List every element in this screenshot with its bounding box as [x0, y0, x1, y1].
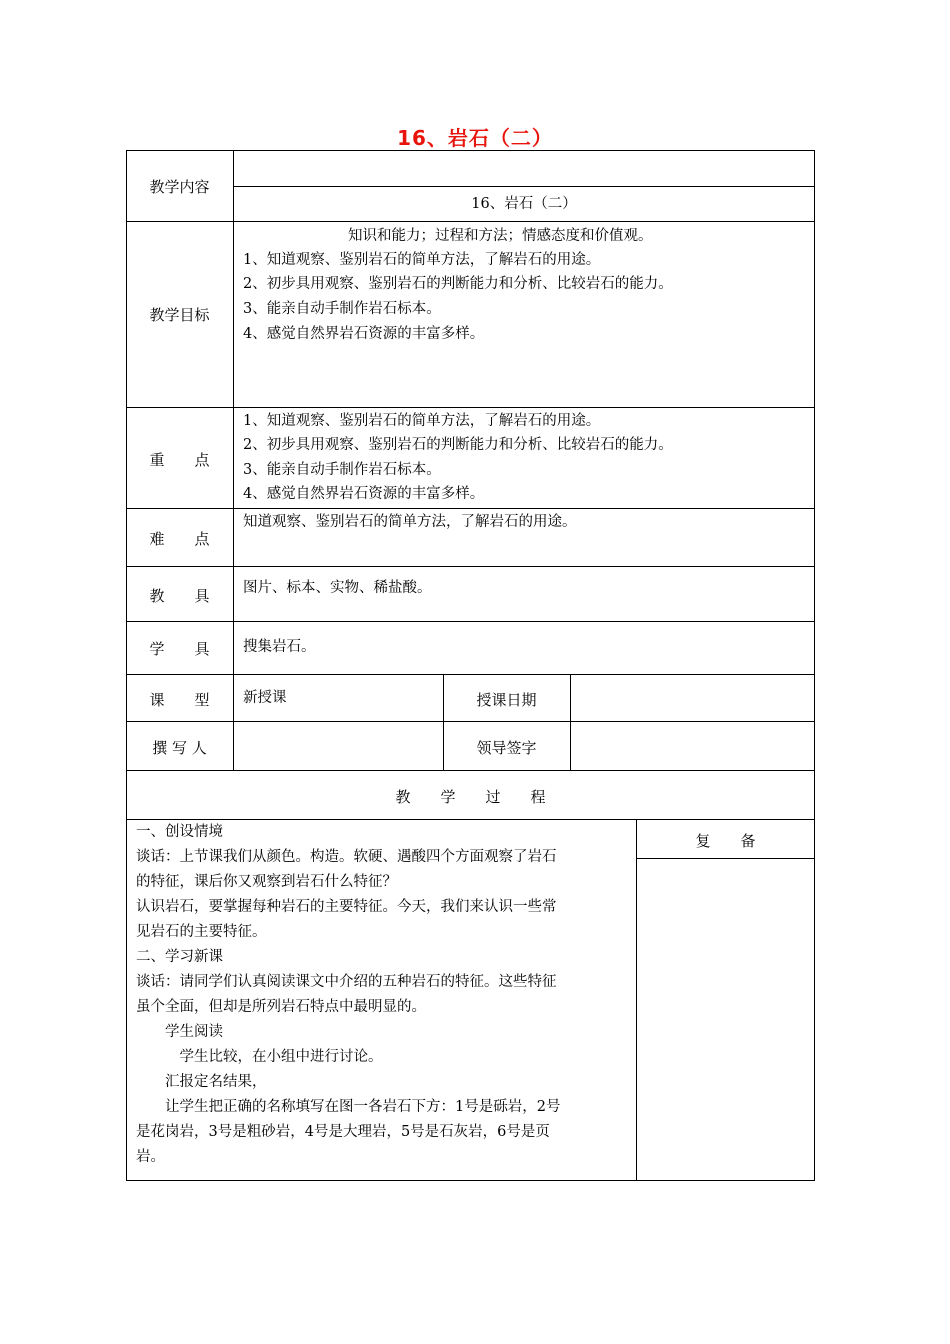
process-line: 认识岩石，要掌握每种岩石的主要特征。今天，我们来认识一些常: [136, 899, 557, 915]
row-divider: [126, 221, 815, 222]
key-points-line: 2、初步具用观察、鉴别岩石的判断能力和分析、比较岩石的能力。: [243, 437, 673, 453]
process-line: 是花岗岩，3号是粗砂岩，4号是大理岩，5号是石灰岩，6号是页: [136, 1124, 550, 1140]
student-tools-label: 学 具: [149, 640, 210, 658]
row-divider: [126, 819, 815, 820]
process-line: 二、学习新课: [136, 949, 223, 965]
table-border-top: [126, 150, 815, 151]
process-header: 教 学 过 程: [395, 788, 546, 806]
col-divider: [233, 150, 234, 771]
lesson-type-value: 新授课: [243, 690, 287, 706]
process-line: 谈话：请同学们认真阅读课文中介绍的五种岩石的特征。这些特征: [136, 974, 557, 990]
teaching-tools-value: 图片、标本、实物、稀盐酸。: [243, 580, 432, 596]
writer-label: 撰 写 人: [152, 739, 207, 757]
sign-label: 领导签字: [476, 739, 537, 757]
content-label: 教学内容: [149, 178, 210, 196]
table-border-right: [814, 150, 815, 1181]
process-line: 的特征，课后你又观察到岩石什么特征？: [136, 874, 397, 890]
key-points-line: 4、感觉自然界岩石资源的丰富多样。: [243, 486, 485, 502]
row-divider: [126, 407, 815, 408]
process-line: 让学生把正确的名称填写在图一各岩石下方：1号是砾岩，2号: [136, 1099, 561, 1115]
row-divider: [126, 566, 815, 567]
process-line: 学生比较，在小组中进行讨论。: [136, 1049, 383, 1065]
row-divider: [233, 186, 815, 187]
row-divider: [636, 858, 815, 859]
objectives-line: 4、感觉自然界岩石资源的丰富多样。: [243, 326, 485, 342]
row-divider: [126, 621, 815, 622]
process-line: 一、创设情境: [136, 824, 223, 840]
process-line: 学生阅读: [136, 1024, 223, 1040]
objectives-label: 教学目标: [149, 306, 210, 324]
lesson-date-label: 授课日期: [476, 691, 537, 709]
teaching-tools-label: 教 具: [149, 587, 210, 605]
review-label: 复 备: [695, 832, 756, 850]
table-border-bottom: [126, 1180, 815, 1181]
row-divider: [126, 508, 815, 509]
page-title: 16、岩石（二）: [397, 126, 553, 150]
process-line: 汇报定名结果，: [136, 1074, 267, 1090]
objectives-line: 2、初步具用观察、鉴别岩石的判断能力和分析、比较岩石的能力。: [243, 276, 673, 292]
objectives-line: 知识和能力；过程和方法；情感态度和价值观。: [348, 228, 653, 244]
col-divider: [636, 819, 637, 1181]
objectives-line: 3、能亲自动手制作岩石标本。: [243, 301, 441, 317]
row-divider: [126, 721, 815, 722]
col-divider: [570, 674, 571, 771]
process-line: 谈话：上节课我们从颜色。构造。软硬、遇酸四个方面观察了岩石: [136, 849, 557, 865]
objectives-line: 1、知道观察、鉴别岩石的简单方法，了解岩石的用途。: [243, 252, 601, 268]
row-divider: [126, 770, 815, 771]
key-points-line: 1、知道观察、鉴别岩石的简单方法，了解岩石的用途。: [243, 413, 601, 429]
difficulty-value: 知道观察、鉴别岩石的简单方法，了解岩石的用途。: [243, 514, 577, 530]
process-line: 见岩石的主要特征。: [136, 924, 267, 940]
key-points-label: 重 点: [149, 451, 210, 469]
key-points-line: 3、能亲自动手制作岩石标本。: [243, 462, 441, 478]
lesson-type-label: 课 型: [149, 691, 210, 709]
row-divider: [126, 674, 815, 675]
process-line: 虽个全面，但却是所列岩石特点中最明显的。: [136, 999, 426, 1015]
student-tools-value: 搜集岩石。: [243, 639, 316, 655]
content-value: 16、岩石（二）: [471, 196, 577, 212]
difficulty-label: 难 点: [149, 530, 210, 548]
process-line: 岩。: [136, 1149, 165, 1165]
